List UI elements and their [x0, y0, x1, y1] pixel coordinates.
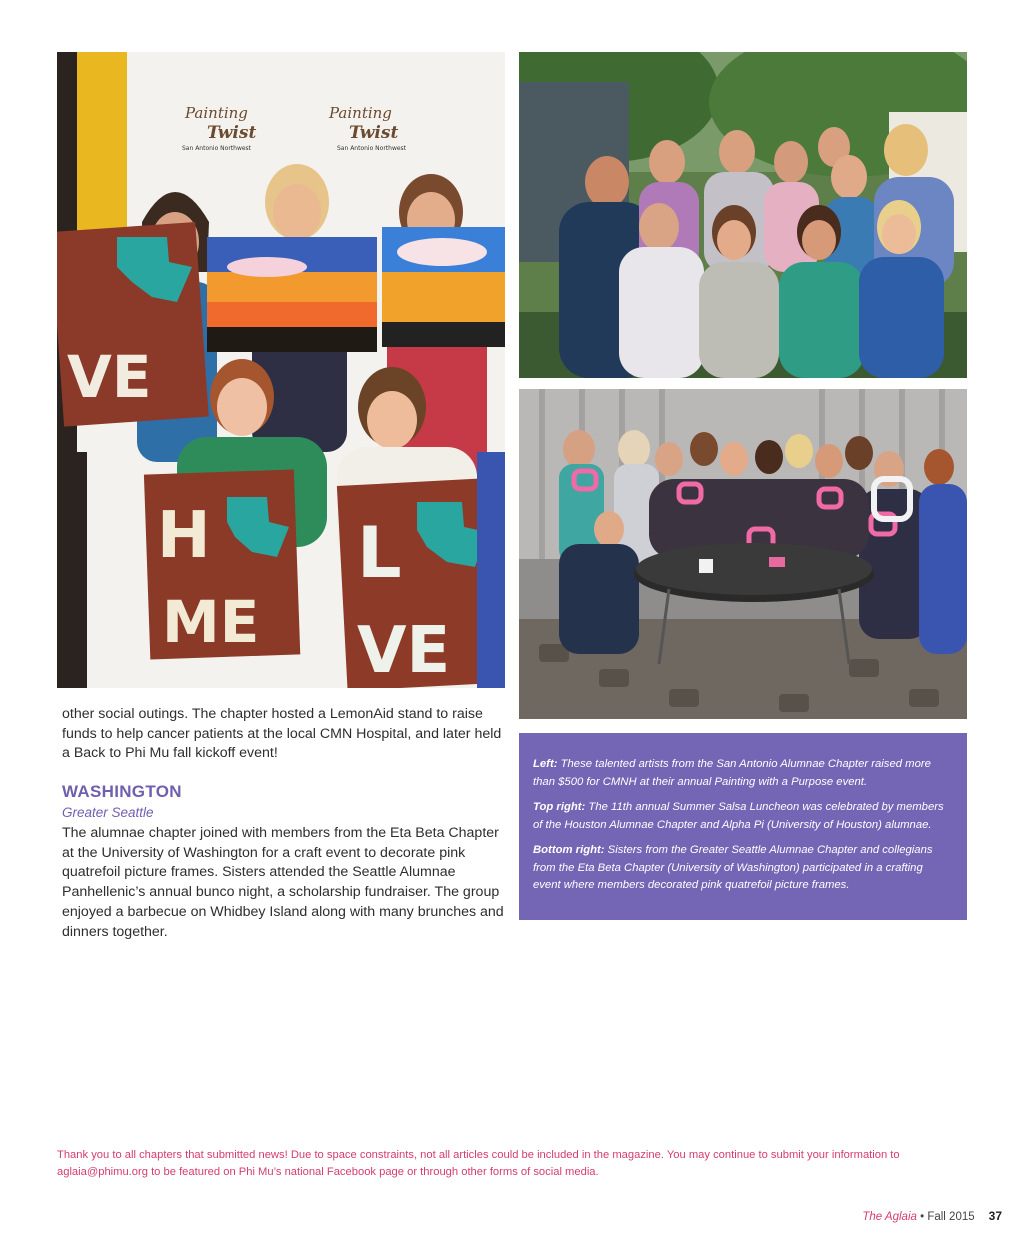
caption-top-right-label: Top right:	[533, 801, 586, 813]
footer-note: Thank you to all chapters that submitted news! Due to space constraints, not all articles could be included in the magazine. You may continue to submit your information to aglaia@phimu.org to be featured on Phi Mu’s national Facebook page or through other forms of social media.	[57, 1149, 900, 1178]
sign-location-2: San Antonio Northwest	[337, 145, 407, 152]
section-subheading: Greater Seattle	[62, 805, 154, 820]
photo-luncheon-group	[519, 52, 967, 378]
photo-craft-event	[519, 389, 967, 719]
sign-brand-4: Twist	[349, 123, 399, 143]
canvas-home-me: ME	[162, 588, 260, 656]
caption-left-text: These talented artists from the San Antonio Alumnae Chapter raised more than $500 for CMNH at their annual Painting with a Purpose event.	[533, 758, 931, 788]
canvas-love-ve: VE	[357, 614, 451, 688]
caption-box	[519, 733, 967, 920]
section-heading: WASHINGTON	[62, 782, 182, 801]
issue-label: Fall 2015	[927, 1211, 975, 1223]
sign-brand-3: Painting	[329, 104, 392, 122]
magazine-title: The Aglaia	[862, 1211, 917, 1223]
luncheon-group-illustration	[519, 52, 967, 378]
page-footer	[862, 1209, 1002, 1223]
caption-bottom-right-label: Bottom right:	[533, 844, 605, 856]
sign-brand-1: Painting	[185, 104, 248, 122]
page-number: 37	[988, 1209, 1002, 1223]
caption-top-right-text: The 11th annual Summer Salsa Luncheon was celebrated by members of the Houston Alumnae Chapter and Alpha Pi (University of Houston) alumnae.	[533, 801, 944, 831]
canvas-home-h: H	[157, 499, 211, 573]
painting-party-illustration	[57, 52, 505, 688]
caption-left	[533, 756, 953, 791]
caption-left-label: Left:	[533, 758, 558, 770]
main-paragraph: The alumnae chapter joined with members from the Eta Beta Chapter at the University of Washington for a craft event to decorate pink quatrefoil picture frames. Sisters attended the Seattle Alumnae Panhellenic’s annual bunco night, a scholarship fundraiser. The group enjoyed a barbecue on Whidbey Island along with many brunches and dinners together.	[62, 825, 504, 940]
caption-bottom-right	[533, 842, 953, 895]
canvas-love-l: L	[357, 512, 402, 594]
caption-top-right	[533, 799, 953, 834]
sign-brand-2: Twist	[207, 123, 257, 143]
photo-painting-party	[57, 52, 505, 688]
craft-event-illustration	[519, 389, 967, 719]
sign-location-1: San Antonio Northwest	[182, 145, 252, 152]
intro-paragraph: other social outings. The chapter hosted a LemonAid stand to raise funds to help cancer patients at the local CMN Hospital, and later held a Back to Phi Mu fall kickoff event!	[62, 706, 502, 762]
footer-separator: •	[916, 1211, 928, 1223]
caption-bottom-right-text: Sisters from the Greater Seattle Alumnae Chapter and collegians from the Eta Beta Chapter (University of Washington) participated in a crafting event where members decorated pink quatrefoil picture frames.	[533, 844, 933, 891]
canvas-love-top: VE	[67, 343, 152, 411]
